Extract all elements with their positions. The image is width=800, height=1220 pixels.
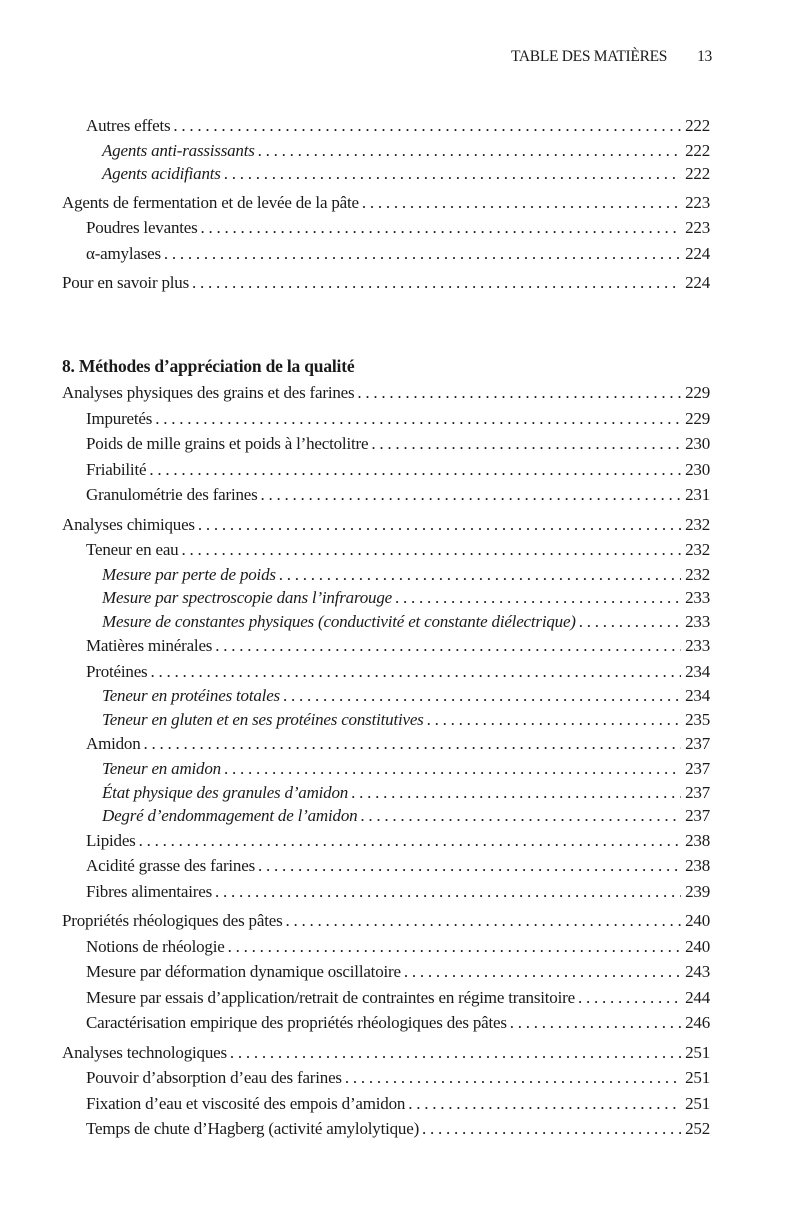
toc-entry-page: 234 [685, 661, 710, 681]
dot-leader [422, 1116, 681, 1142]
dot-leader [395, 586, 681, 610]
toc-entry-page: 235 [685, 709, 710, 729]
toc-entry-page: 233 [685, 611, 710, 631]
dot-leader [164, 241, 681, 267]
dot-leader [261, 482, 682, 508]
dot-leader [150, 659, 681, 685]
toc-entry-title: Agents de fermentation et de levée de la pâte [62, 192, 359, 212]
dot-leader [578, 985, 681, 1011]
toc-entry [62, 215, 710, 241]
toc-entry-title: Autres effets [86, 116, 171, 135]
dot-leader [155, 406, 681, 432]
dot-leader [283, 684, 681, 708]
toc-entry-title: Lipides [86, 830, 136, 850]
toc-entry [62, 406, 710, 432]
toc-entry-page: 229 [685, 383, 710, 402]
dot-leader [404, 959, 681, 985]
toc-entry-page: 251 [685, 1068, 710, 1088]
toc-entry-title: État physique des granules d’amidon [102, 782, 349, 802]
page-number: 13 [697, 48, 712, 65]
toc-entry-title: Mesure par essais d’application/retrait de contraintes en régime transitoire [86, 987, 575, 1007]
dot-leader [215, 879, 681, 905]
dot-leader [408, 1091, 681, 1117]
toc-entry [62, 139, 710, 163]
toc-entry-title: Mesure par perte de poids [102, 564, 276, 584]
toc-entry-title: Mesure par spectroscopie dans l’infrarouge [102, 588, 393, 608]
toc-entry [62, 586, 710, 610]
toc-entry [62, 431, 710, 457]
dot-leader [360, 804, 681, 828]
dot-leader [149, 457, 681, 483]
toc-entry [62, 457, 710, 483]
toc-entry-title: Amidon [86, 734, 141, 754]
toc-entry [62, 684, 710, 708]
toc-entry [62, 659, 710, 685]
toc-entry [62, 482, 710, 508]
toc-entry-title: Degré d’endommagement de l’amidon [102, 806, 358, 826]
dot-leader [224, 162, 681, 186]
toc-entry-page: 230 [685, 459, 710, 479]
toc-entry-page: 252 [685, 1119, 710, 1139]
toc-entry-title: Fixation d’eau et viscosité des empois d’amidon [86, 1093, 406, 1113]
toc-entry [62, 908, 710, 934]
toc-entry-page: 222 [685, 140, 710, 160]
toc-entry-title: Teneur en protéines totales [102, 686, 280, 706]
toc-section-continued [62, 113, 710, 296]
toc-entry [62, 985, 710, 1011]
toc-entry-page: 251 [685, 1093, 710, 1113]
dot-leader [362, 190, 681, 216]
toc-entry-page: 233 [685, 588, 710, 608]
toc-entry-page: 246 [685, 1013, 710, 1033]
toc-entry-page: 223 [685, 218, 710, 238]
dot-leader [215, 633, 681, 659]
toc-entry [62, 162, 710, 186]
toc-entry [62, 563, 710, 587]
toc-entry-title: Poids de mille grains et poids à l’hectolitre [86, 434, 369, 453]
toc-entry-page: 237 [685, 734, 710, 754]
toc-entry [62, 633, 710, 659]
dot-leader [345, 1065, 681, 1091]
toc-entry [62, 537, 710, 563]
dot-leader [579, 610, 681, 634]
toc-entry-title: Matières minérales [86, 636, 213, 656]
toc-entry [62, 380, 710, 406]
dot-leader [510, 1010, 681, 1036]
toc-entry [62, 853, 710, 879]
toc-entry-title: Teneur en gluten et en ses protéines constitutives [102, 709, 424, 729]
toc-entry-title: Mesure par déformation dynamique oscillatoire [86, 962, 401, 982]
dot-leader [198, 512, 681, 538]
running-header [511, 48, 712, 66]
toc-entry-page: 243 [685, 962, 710, 982]
toc-entry-page: 222 [685, 116, 710, 135]
toc-entry [62, 512, 710, 538]
toc-entry [62, 959, 710, 985]
dot-leader [351, 781, 681, 805]
toc-entry-page: 234 [685, 686, 710, 706]
dot-leader [427, 708, 681, 732]
toc-entry [62, 1116, 710, 1142]
dot-leader [201, 215, 682, 241]
dot-leader [258, 853, 681, 879]
toc-entry-title: Friabilité [86, 459, 147, 479]
toc-entry-page: 232 [685, 514, 710, 534]
dot-leader [182, 537, 682, 563]
toc-entry-title: α-amylases [86, 243, 161, 263]
toc-entry [62, 804, 710, 828]
toc-entry [62, 1091, 710, 1117]
toc-entry-title: Agents acidifiants [102, 164, 221, 184]
toc-entry [62, 708, 710, 732]
toc-entry-page: 238 [685, 830, 710, 850]
toc-entry-page: 237 [685, 758, 710, 778]
toc-entry-title: Temps de chute d’Hagberg (activité amylolytique) [86, 1119, 420, 1139]
toc-entry-title: Granulométrie des farines [86, 485, 258, 504]
toc-entry-title: Protéines [86, 661, 148, 681]
toc-entry-title: Analyses chimiques [62, 514, 195, 534]
toc-entry-page: 230 [685, 434, 710, 453]
toc-entry-title: Caractérisation empirique des propriétés rhéologiques des pâtes [86, 1013, 507, 1033]
toc-entry-title: Agents anti-rassissants [102, 140, 255, 160]
toc-entry-page: 223 [685, 192, 710, 212]
chapter-title: 8. Méthodes d’appréciation de la qualité [62, 356, 355, 376]
toc-entry-page: 229 [685, 408, 710, 428]
toc-entry [62, 934, 710, 960]
toc-entry-title: Fibres alimentaires [86, 881, 213, 901]
toc-entry [62, 879, 710, 905]
dot-leader [228, 934, 682, 960]
toc-entry-title: Analyses technologiques [62, 1042, 227, 1062]
toc-entry [62, 781, 710, 805]
toc-entry-page: 240 [685, 911, 710, 931]
toc-entry [62, 1010, 710, 1036]
toc-entry-page: 238 [685, 856, 710, 876]
toc-entry [62, 610, 710, 634]
toc-entry-title: Teneur en eau [86, 540, 179, 559]
toc-entry-page: 222 [685, 164, 710, 184]
toc-entry [62, 1065, 710, 1091]
toc-entry [62, 241, 710, 267]
toc-entry-page: 231 [685, 485, 710, 504]
dot-leader [371, 431, 681, 457]
toc-entry-page: 224 [685, 243, 710, 263]
toc-entry [62, 1040, 710, 1066]
toc-entry [62, 190, 710, 216]
toc-entry-page: 233 [685, 636, 710, 656]
toc-entry [62, 828, 710, 854]
running-header-title: TABLE DES MATIÈRES [510, 48, 668, 65]
toc-entry-title: Impuretés [86, 408, 153, 428]
dot-leader [173, 113, 681, 139]
dot-leader [258, 139, 681, 163]
toc-entry-title: Notions de rhéologie [86, 936, 225, 956]
toc-entry-title: Acidité grasse des farines [86, 856, 255, 876]
toc-entry-title: Mesure de constantes physiques (conductivité et constante diélectrique) [102, 611, 576, 631]
toc-entry-page: 237 [685, 806, 710, 826]
dot-leader [357, 380, 681, 406]
toc-entry-title: Teneur en amidon [102, 758, 221, 778]
toc-chapter-8 [62, 352, 710, 1142]
toc-entry-page: 240 [685, 936, 710, 956]
toc-entry-title: Pour en savoir plus [62, 273, 189, 293]
toc-entry-title: Propriétés rhéologiques des pâtes [62, 911, 283, 931]
dot-leader [144, 731, 682, 757]
toc-entry-page: 232 [685, 564, 710, 584]
dot-leader [279, 563, 681, 587]
toc-entry-title: Poudres levantes [86, 218, 198, 238]
toc-entry-page: 251 [685, 1042, 710, 1062]
toc-entry-page: 239 [685, 881, 710, 901]
toc-entry-title: Analyses physiques des grains et des farines [62, 383, 355, 402]
toc-entry-page: 237 [685, 782, 710, 802]
toc-entry-title: Pouvoir d’absorption d’eau des farines [86, 1068, 342, 1088]
dot-leader [224, 757, 681, 781]
toc-entry-page: 232 [685, 540, 710, 559]
dot-leader [192, 270, 681, 296]
dot-leader [286, 908, 682, 934]
dot-leader [139, 828, 682, 854]
dot-leader [230, 1040, 681, 1066]
toc-entry [62, 270, 710, 296]
toc-entry-page: 244 [685, 987, 710, 1007]
toc-entry [62, 757, 710, 781]
toc-entry-page: 224 [685, 273, 710, 293]
toc-entry [62, 731, 710, 757]
toc-entry [62, 113, 710, 139]
